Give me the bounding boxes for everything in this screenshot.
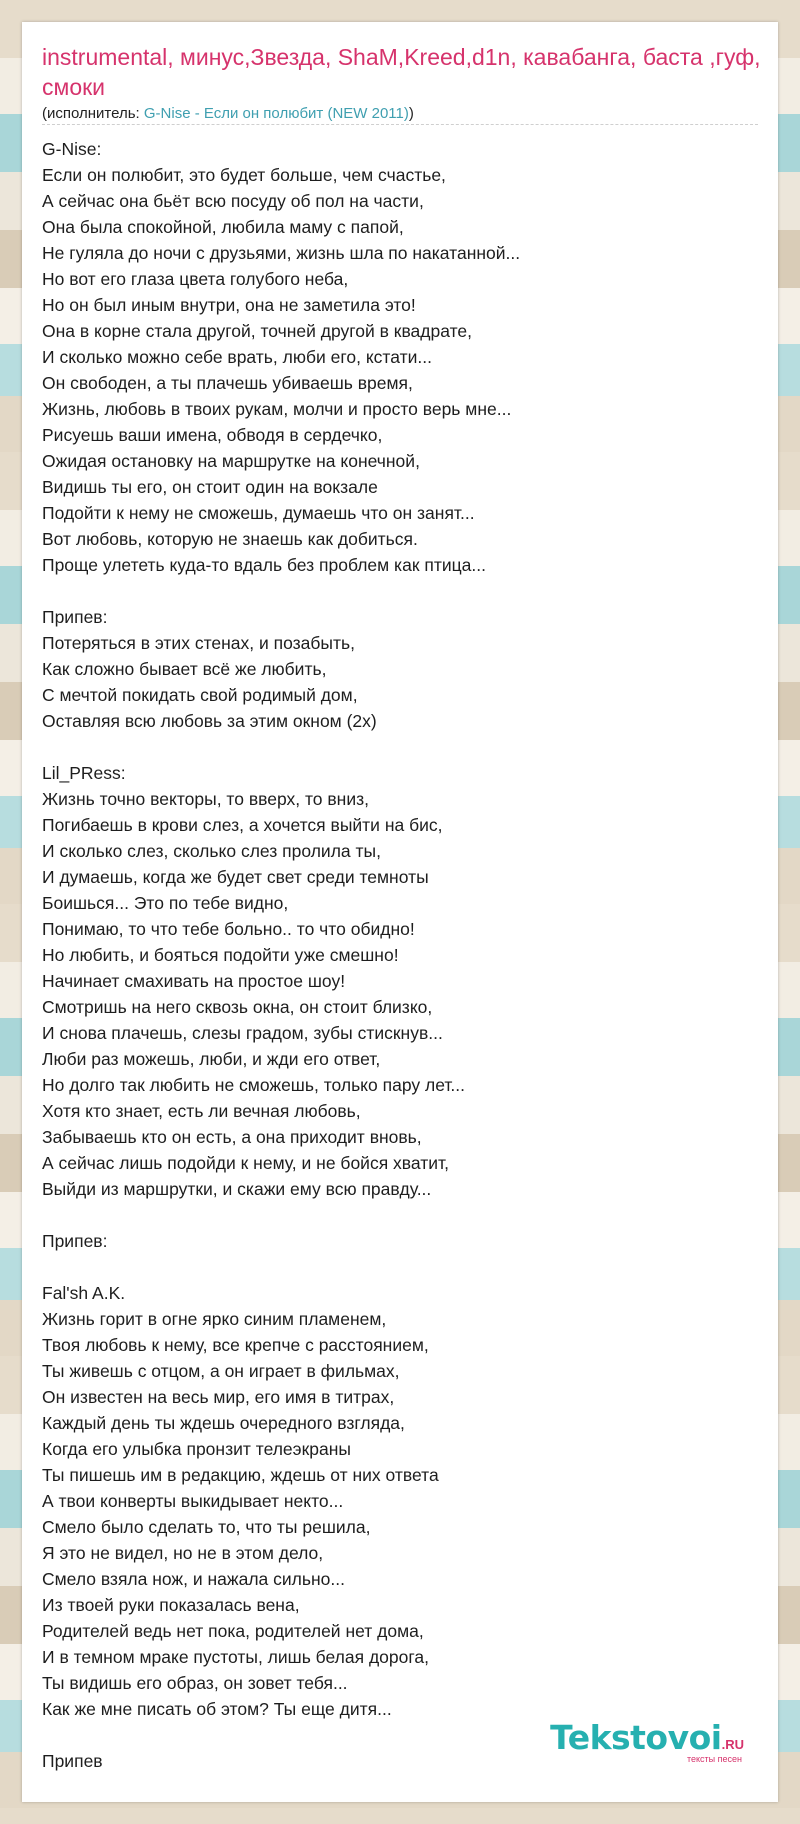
lyrics-line: С мечтой покидать свой родимый дом, <box>42 685 358 705</box>
lyrics-line: Когда его улыбка пронзит телеэкраны <box>42 1439 351 1459</box>
lyrics-line: Видишь ты его, он стоит один на вокзале <box>42 477 378 497</box>
lyrics-line: Жизнь, любовь в твоих рукам, молчи и просто верь мне... <box>42 399 512 419</box>
lyrics-line: Смело было сделать то, что ты решила, <box>42 1517 371 1537</box>
lyrics-line: И сколько можно себе врать, люби его, кстати... <box>42 347 432 367</box>
lyrics-line: Твоя любовь к нему, все крепче с расстоянием, <box>42 1335 429 1355</box>
lyrics-line: Ты видишь его образ, он зовет тебя... <box>42 1673 348 1693</box>
lyrics-line: Вот любовь, которую не знаешь как добиться. <box>42 529 418 549</box>
lyrics-blank-line <box>42 578 758 604</box>
site-logo[interactable] <box>550 1720 744 1764</box>
lyrics-line: Он свободен, а ты плачешь убиваешь время, <box>42 373 413 393</box>
lyrics-line: Ты живешь с отцом, а он играет в фильмах, <box>42 1361 400 1381</box>
lyrics-line: И снова плачешь, слезы градом, зубы стискнув... <box>42 1023 443 1043</box>
lyrics-line: Погибаешь в крови слез, а хочется выйти на бис, <box>42 815 443 835</box>
lyrics-line: Потеряться в этих стенах, и позабыть, <box>42 633 355 653</box>
lyrics-line: Припев: <box>42 607 108 627</box>
lyrics-line: Оставляя всю любовь за этим окном (2х) <box>42 711 377 731</box>
lyrics-line: Родителей ведь нет пока, родителей нет дома, <box>42 1621 424 1641</box>
lyrics-line: Fal'sh A.K. <box>42 1283 126 1303</box>
lyrics-line: Припев <box>42 1751 103 1771</box>
lyrics-line: Lil_PRess: <box>42 763 126 783</box>
lyrics-line: А твои конверты выкидывает некто... <box>42 1491 344 1511</box>
lyrics-line: Люби раз можешь, люби, и жди его ответ, <box>42 1049 381 1069</box>
lyrics-line: Смело взяла нож, и нажала сильно... <box>42 1569 345 1589</box>
lyrics-blank-line <box>42 1254 758 1280</box>
lyrics-line: Боишься... Это по тебе видно, <box>42 893 289 913</box>
lyrics-line: Если он полюбит, это будет больше, чем счастье, <box>42 165 446 185</box>
lyrics-line: Она была спокойной, любила маму с папой, <box>42 217 404 237</box>
lyrics-line: Но любить, и бояться подойти уже смешно! <box>42 945 399 965</box>
lyrics-line: Рисуешь ваши имена, обводя в сердечко, <box>42 425 383 445</box>
lyrics-line: Забываешь кто он есть, а она приходит вновь, <box>42 1127 422 1147</box>
lyrics-line: Как сложно бывает всё же любить, <box>42 659 327 679</box>
lyrics-line: Жизнь горит в огне ярко синим пламенем, <box>42 1309 387 1329</box>
lyrics-line: И сколько слез, сколько слез пролила ты, <box>42 841 381 861</box>
lyrics-line: Понимаю, то что тебе больно.. то что обидно! <box>42 919 415 939</box>
lyrics-line: И думаешь, когда же будет свет среди темноты <box>42 867 429 887</box>
artist-suffix: ) <box>408 105 414 122</box>
lyrics-text <box>42 136 758 1774</box>
lyrics-line: Ожидая остановку на маршрутке на конечной, <box>42 451 420 471</box>
page-title: instrumental, минус,Звезда, ShaM,Kreed,d1n, кавабанга, баста ,гуф, смоки <box>42 44 761 100</box>
lyrics-line: Припев: <box>42 1231 108 1251</box>
lyrics-line: А сейчас она бьёт всю посуду об пол на части, <box>42 191 424 211</box>
lyrics-line: Хотя кто знает, есть ли вечная любовь, <box>42 1101 361 1121</box>
artist-link[interactable]: G-Nise - Если он полюбит (NEW 2011) <box>143 105 409 122</box>
lyrics-line: Но долго так любить не сможешь, только пару лет... <box>42 1075 466 1095</box>
lyrics-line: Но он был иным внутри, она не заметила это! <box>42 295 416 315</box>
lyrics-line: Как же мне писать об этом? Ты еще дитя... <box>42 1699 392 1719</box>
lyrics-blank-line <box>42 1202 758 1228</box>
lyrics-line: G-Nise: <box>42 139 102 159</box>
lyrics-line: Каждый день ты ждешь очередного взгляда, <box>42 1413 405 1433</box>
title-divider <box>42 124 758 125</box>
lyrics-line: Она в корне стала другой, точней другой в квадрате, <box>42 321 472 341</box>
lyrics-line: Он известен на весь мир, его имя в титрах, <box>42 1387 395 1407</box>
lyrics-blank-line <box>42 734 758 760</box>
lyrics-line: А сейчас лишь подойди к нему, и не бойся хватит, <box>42 1153 449 1173</box>
lyrics-line: И в темном мраке пустоты, лишь белая дорога, <box>42 1647 429 1667</box>
lyrics-line: Жизнь точно векторы, то вверх, то вниз, <box>42 789 370 809</box>
lyrics-line: Но вот его глаза цвета голубого неба, <box>42 269 349 289</box>
lyrics-line: Подойти к нему не сможешь, думаешь что он занят... <box>42 503 475 523</box>
lyrics-line: Из твоей руки показалась вена, <box>42 1595 300 1615</box>
lyrics-line: Не гуляла до ночи с друзьями, жизнь шла по накатанной... <box>42 243 521 263</box>
artist-line <box>42 104 414 124</box>
logo-name: Tekstovoi <box>550 1718 722 1757</box>
artist-prefix: (исполнитель: <box>42 105 144 122</box>
lyrics-line: Начинает смахивать на простое шоу! <box>42 971 346 991</box>
lyrics-card <box>22 22 778 1802</box>
lyrics-line: Смотришь на него сквозь окна, он стоит близко, <box>42 997 433 1017</box>
lyrics-line: Я это не видел, но не в этом дело, <box>42 1543 324 1563</box>
logo-tagline: тексты песен <box>686 1754 742 1764</box>
lyrics-line: Ты пишешь им в редакцию, ждешь от них ответа <box>42 1465 439 1485</box>
logo-tld: .RU <box>721 1737 744 1752</box>
lyrics-line: Проще улететь куда-то вдаль без проблем как птица... <box>42 555 486 575</box>
lyrics-line: Выйди из маршрутки, и скажи ему всю правду... <box>42 1179 432 1199</box>
